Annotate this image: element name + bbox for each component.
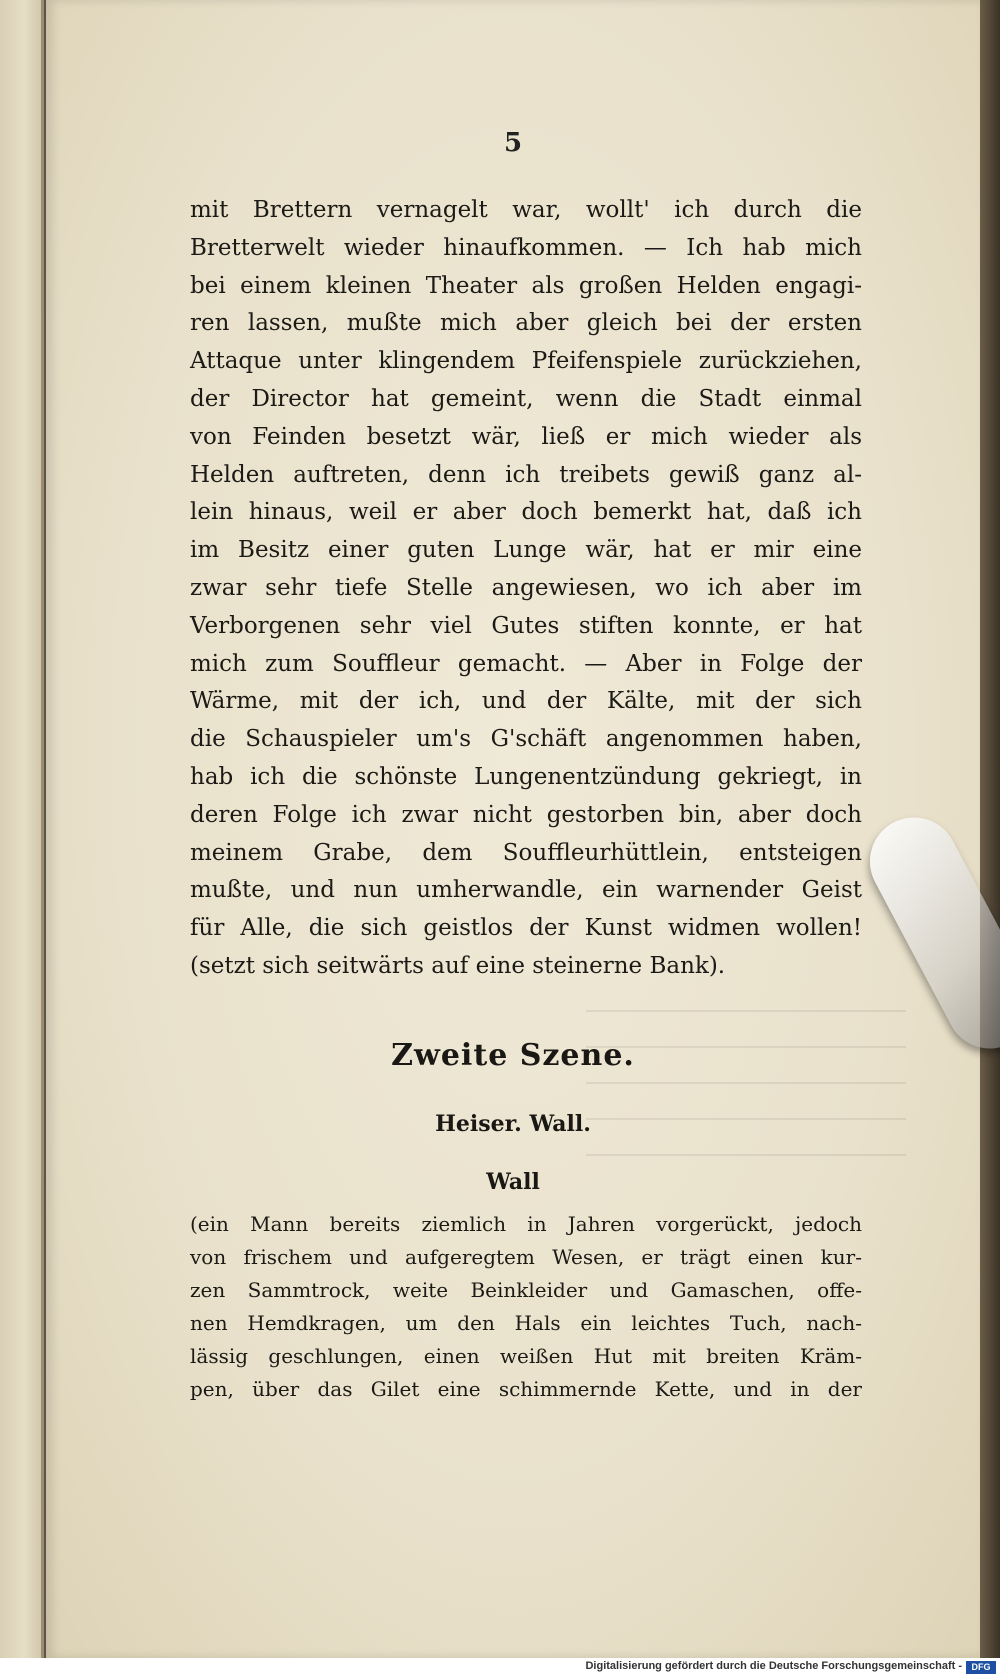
text-line: für Alle, die sich geistlos der Kunst widmen wollen! bbox=[190, 915, 862, 942]
speaker-name: Wall bbox=[486, 1169, 540, 1195]
text-line: Bretterwelt wieder hinaufkommen. — Ich hab mich bbox=[190, 234, 862, 261]
right-cover-edge bbox=[980, 0, 1000, 1658]
text-line: mußte, und nun umherwandle, ein warnender Geist bbox=[190, 877, 862, 904]
text-line: der Director hat gemeint, wenn die Stadt einmal bbox=[190, 385, 862, 412]
left-page-edge bbox=[0, 0, 44, 1658]
text-line: lein hinaus, weil er aber doch bemerkt hat, daß ich bbox=[190, 499, 862, 526]
stage-direction bbox=[190, 1208, 862, 1406]
text-line: im Besitz einer guten Lunge wär, hat er mir eine bbox=[190, 537, 862, 564]
book-page bbox=[46, 0, 980, 1658]
stage-direction-line: (ein Mann bereits ziemlich in Jahren vorgerückt, jedoch bbox=[190, 1212, 862, 1236]
stage-direction-line: nen Hemdkragen, um den Hals ein leichtes Tuch, nach- bbox=[190, 1311, 862, 1335]
text-line: zwar sehr tiefe Stelle angewiesen, wo ich aber im bbox=[190, 574, 862, 601]
scene-heading: Zweite Szene. bbox=[391, 1038, 635, 1073]
digitization-footer bbox=[0, 1658, 1000, 1677]
text-line: hab ich die schönste Lungenentzündung gekriegt, in bbox=[190, 763, 862, 790]
stage-note-line: (setzt sich seitwärts auf eine steinerne Bank). bbox=[190, 952, 726, 979]
text-line: mich zum Souffleur gemacht. — Aber in Folge der bbox=[190, 650, 862, 677]
stage-direction-line: pen, über das Gilet eine schimmernde Kette, und in der bbox=[190, 1377, 862, 1401]
text-line: Wärme, mit der ich, und der Kälte, mit der sich bbox=[190, 688, 862, 715]
footer-credit: Digitalisierung gefördert durch die Deutsche Forschungsgemeinschaft - bbox=[585, 1660, 962, 1672]
monologue-text bbox=[190, 192, 862, 986]
text-line: bei einem kleinen Theater als großen Helden engagi- bbox=[190, 272, 862, 299]
text-line: Helden auftreten, denn ich treibets gewiß ganz al- bbox=[190, 461, 862, 488]
stage-direction-line: lässig geschlungen, einen weißen Hut mit breiten Kräm- bbox=[190, 1344, 862, 1368]
text-line: Attaque unter klingendem Pfeifenspiele zurückziehen, bbox=[190, 348, 862, 375]
scene-characters: Heiser. Wall. bbox=[435, 1111, 591, 1137]
text-line: Verborgenen sehr viel Gutes stiften konnte, er hat bbox=[190, 612, 862, 639]
text-line: mit Brettern vernagelt war, wollt' ich durch die bbox=[190, 197, 862, 223]
text-line: meinem Grabe, dem Souffleurhüttlein, entsteigen bbox=[190, 839, 862, 866]
page-number: 5 bbox=[503, 128, 523, 158]
show-through-bleed bbox=[586, 1010, 906, 1170]
text-line: von Feinden besetzt wär, ließ er mich wieder als bbox=[190, 423, 862, 450]
dfg-logo: DFG bbox=[966, 1661, 996, 1674]
text-line: deren Folge ich zwar nicht gestorben bin, aber doch bbox=[190, 801, 862, 828]
text-line: die Schauspieler um's G'schäft angenommen haben, bbox=[190, 726, 862, 753]
text-line: ren lassen, mußte mich aber gleich bei der ersten bbox=[190, 310, 862, 337]
stage-direction-line: von frischem und aufgeregtem Wesen, er trägt einen kur- bbox=[190, 1245, 862, 1269]
stage-direction-line: zen Sammtrock, weite Beinkleider und Gamaschen, offe- bbox=[190, 1278, 862, 1302]
